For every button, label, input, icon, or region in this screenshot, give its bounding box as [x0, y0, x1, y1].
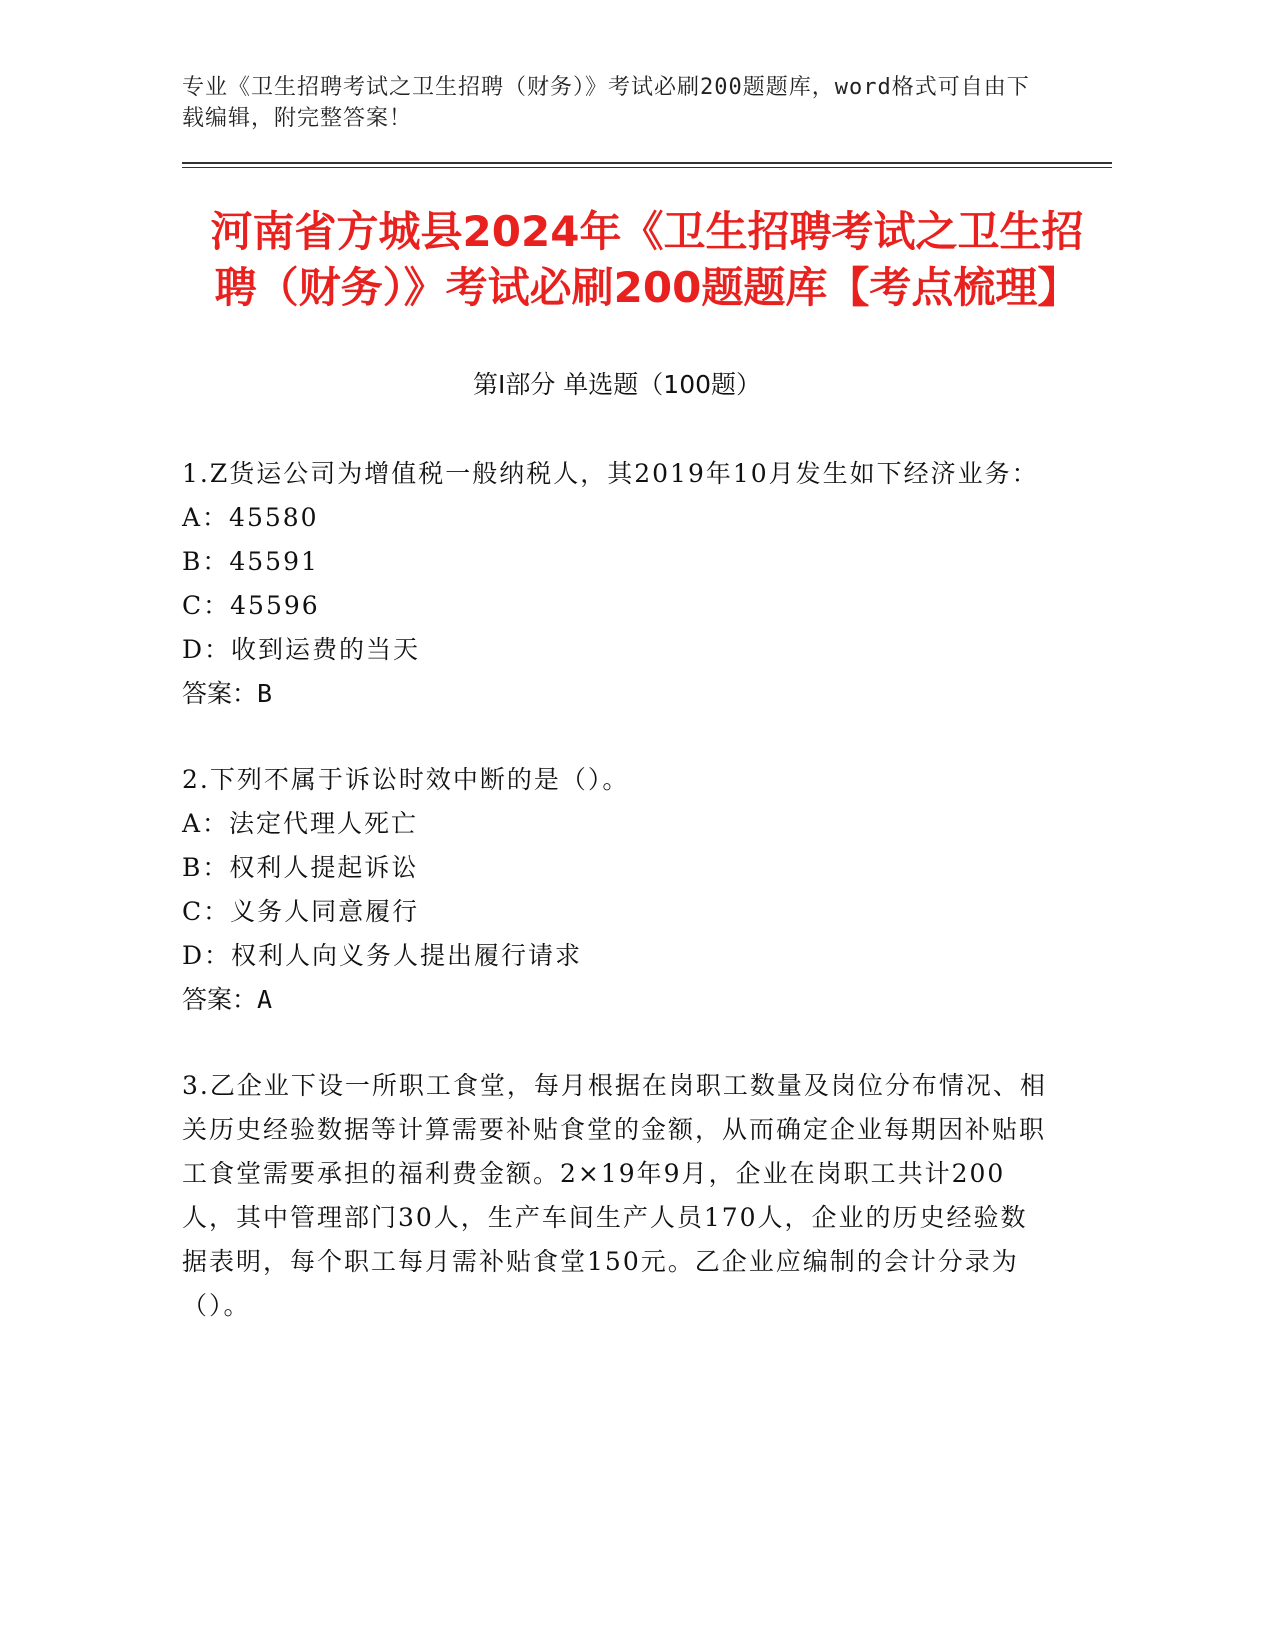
question-stem: 3.乙企业下设一所职工食堂，每月根据在岗职工数量及岗位分布情况、相关历史经验数据等计算需要补贴食堂的金额，从而确定企业每期因补贴职工食堂需要承担的福利费金额。2×19年9月，企业在岗职工共计200人，其中管理部门30人，生产车间生产人员170人，企业的历史经验数据表明，每个职工每月需补贴食堂150元。乙企业应编制的会计分录为（）。 [182, 1071, 1047, 1320]
option-d: D：收到运费的当天 [182, 635, 421, 664]
question-2 [182, 758, 1112, 1022]
header-divider [182, 162, 1112, 168]
option-b: B：45591 [182, 547, 319, 576]
answer: 答案：B [182, 679, 273, 708]
option-a: A：45580 [182, 503, 319, 532]
document-page [182, 72, 1112, 1370]
question-stem: 1.Z货运公司为增值税一般纳税人，其2019年10月发生如下经济业务： [182, 459, 1039, 488]
option-d: D：权利人向义务人提出履行请求 [182, 941, 583, 970]
option-b: B：权利人提起诉讼 [182, 853, 419, 882]
question-3 [182, 1064, 1112, 1328]
header-note: 专业《卫生招聘考试之卫生招聘（财务）》考试必刷200题题库，word格式可自由下载编辑，附完整答案！ [182, 75, 1030, 131]
question-1 [182, 452, 1112, 716]
option-c: C：义务人同意履行 [182, 897, 420, 926]
section-heading: 第I部分 单选题（100题） [472, 370, 762, 399]
option-a: A：法定代理人死亡 [182, 809, 419, 838]
option-c: C：45596 [182, 591, 320, 620]
document-title: 河南省方城县2024年《卫生招聘考试之卫生招聘（财务）》考试必刷200题题库【考点梳理】 [210, 207, 1084, 312]
answer: 答案：A [182, 985, 273, 1014]
question-list [182, 452, 1112, 1328]
question-stem: 2.下列不属于诉讼时效中断的是（）。 [182, 765, 630, 794]
